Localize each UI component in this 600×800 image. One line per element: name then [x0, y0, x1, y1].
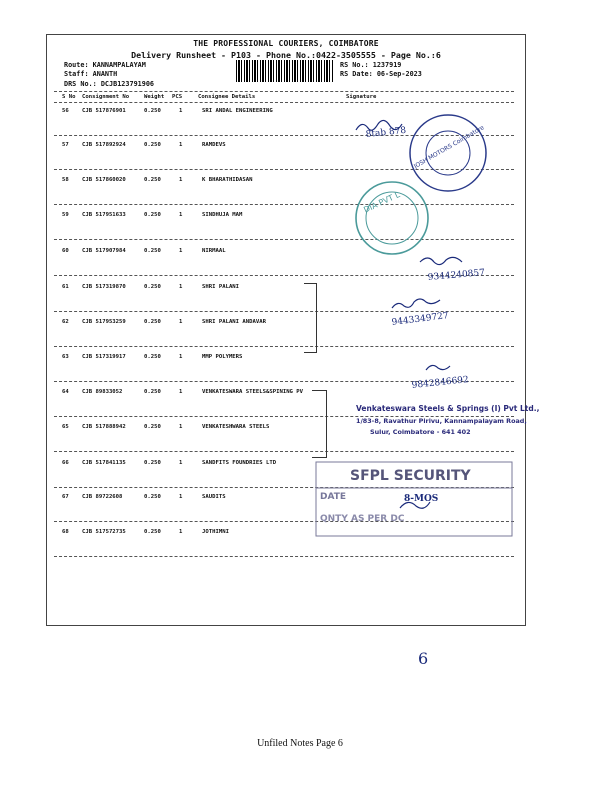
staff-label: Staff: ANANTH: [64, 70, 118, 78]
row-sno: 61: [62, 284, 69, 290]
row-consignee: SANDFITS FOUNDRIES LTD: [202, 460, 277, 466]
company-stamp-line1: Venkateswara Steels & Springs (I) Pvt Ltd.,: [356, 404, 540, 413]
row-pcs: 1: [179, 529, 183, 535]
col-consignment: Consignment No: [82, 94, 130, 100]
company-stamp-line3: Sulur, Coimbatore - 641 402: [370, 428, 471, 436]
motors-stamp-ring: [410, 115, 486, 191]
row-consignee: NIRMAAL: [202, 248, 226, 254]
row-consignment: CJB 517892924: [82, 142, 126, 148]
row-weight: 0.250: [144, 212, 161, 218]
signature-61-scribble: [392, 299, 440, 308]
col-weight: Weight: [144, 94, 165, 100]
row-weight: 0.250: [144, 177, 161, 183]
row-pcs: 1: [179, 212, 183, 218]
row-weight: 0.250: [144, 284, 161, 290]
security-stamp-title: SFPL SECURITY: [350, 468, 471, 484]
row-sno: 63: [62, 354, 69, 360]
col-signature: Signature: [346, 94, 377, 100]
row-sno: 59: [62, 212, 69, 218]
row-consignment: CJB 517953259: [82, 319, 126, 325]
security-stamp-qty: QNTY AS PER DC: [320, 514, 405, 524]
row-weight: 0.250: [144, 354, 161, 360]
phone-60: 9344240857: [427, 268, 486, 283]
row-pcs: 1: [179, 108, 183, 114]
signature-60-scribble: [420, 257, 462, 264]
col-consignee: Consignee Details: [198, 94, 256, 100]
row-consignee: SHRI PALANI: [202, 284, 240, 290]
row-weight: 0.250: [144, 248, 161, 254]
row-consignment: CJB 517319870: [82, 284, 126, 290]
signature-63-scribble: [426, 365, 450, 370]
page-mark: 6: [418, 649, 429, 668]
drs-number: DRS No.: DCJB123791906: [64, 80, 155, 88]
row-consignment: CJB 517876901: [82, 108, 126, 114]
row-sno: 60: [62, 248, 69, 254]
phone-63: 9842846692: [411, 375, 470, 391]
row-consignee: VENKATESWARA STEELS&SPINING PV: [202, 389, 304, 395]
row-weight: 0.250: [144, 108, 161, 114]
row-consignment: CJB 89722608: [82, 494, 123, 500]
row-pcs: 1: [179, 494, 183, 500]
row-consignment: CJB 517319917: [82, 354, 126, 360]
row-weight: 0.250: [144, 494, 161, 500]
row-weight: 0.250: [144, 142, 161, 148]
row-consignment: CJB 517907984: [82, 248, 126, 254]
row-consignment: CJB 517888942: [82, 424, 126, 430]
row-sno: 64: [62, 389, 69, 395]
row-sno: 66: [62, 460, 69, 466]
row-consignee: SHRI PALANI ANDAVAR: [202, 319, 266, 325]
india-stamp-text: DIA PVT L: [362, 190, 402, 215]
row-weight: 0.250: [144, 319, 161, 325]
row-consignee: RAMDEVS: [202, 142, 226, 148]
row-consignee: SAUDITS: [202, 494, 226, 500]
row-consignee: SRI ANDAL ENGINEERING: [202, 108, 273, 114]
page-footer: Unfiled Notes Page 6: [257, 738, 343, 749]
row-consignee: JOTHIMNI: [202, 529, 229, 535]
rs-number: RS No.: 1237919: [340, 61, 402, 69]
phone-62: 9443349727: [391, 311, 450, 328]
route-label: Route: KANNAMPALAYAM: [64, 61, 146, 69]
row-pcs: 1: [179, 142, 183, 148]
row-weight: 0.250: [144, 424, 161, 430]
row-consignment: CJB 517572735: [82, 529, 126, 535]
row-consignee: VENKATESHWARA STEELS: [202, 424, 270, 430]
row-pcs: 1: [179, 389, 183, 395]
row-sno: 56: [62, 108, 69, 114]
brace-64-65: [312, 390, 327, 458]
col-pcs: PCS: [172, 94, 183, 100]
row-weight: 0.250: [144, 389, 161, 395]
row-consignee: SINDHUJA MAM: [202, 212, 243, 218]
brace-61-62: [304, 283, 317, 353]
row-sno: 67: [62, 494, 69, 500]
row-sno: 62: [62, 319, 69, 325]
row-pcs: 1: [179, 319, 183, 325]
row-sno: 57: [62, 142, 69, 148]
row-consignment: CJB 517951633: [82, 212, 126, 218]
row-weight: 0.250: [144, 460, 161, 466]
row-pcs: 1: [179, 284, 183, 290]
security-stamp-date-value: 8-MOS: [404, 494, 439, 504]
row-consignee: MMP POLYMERS: [202, 354, 243, 360]
row-sno: 65: [62, 424, 69, 430]
row-consignee: K BHARATHIDASAN: [202, 177, 253, 183]
row-consignment: CJB 517860020: [82, 177, 126, 183]
row-sno: 68: [62, 529, 69, 535]
row-pcs: 1: [179, 177, 183, 183]
row-weight: 0.250: [144, 529, 161, 535]
row-consignment: CJB 517841135: [82, 460, 126, 466]
row-sno: 58: [62, 177, 69, 183]
runsheet-subtitle: Delivery Runsheet - P103 - Phone No.:0422-3505555 - Page No.:6: [131, 50, 441, 60]
row-pcs: 1: [179, 354, 183, 360]
rs-date: RS Date: 06-Sep-2023: [340, 70, 422, 78]
security-stamp-date-label: DATE: [320, 492, 347, 502]
motors-stamp-text: JOSH MOTORS Coimbatore: [412, 124, 486, 171]
row-pcs: 1: [179, 460, 183, 466]
row-consignment: CJB 89833052: [82, 389, 123, 395]
company-title: THE PROFESSIONAL COURIERS, COIMBATORE: [193, 39, 379, 48]
row-pcs: 1: [179, 248, 183, 254]
col-sno: S No: [62, 94, 76, 100]
row-pcs: 1: [179, 424, 183, 430]
signature-56-text: 8tab 878: [365, 125, 407, 140]
company-stamp-line2: 1/83-8, Ravathur Pirivu, Kannampalayam Road,: [356, 417, 527, 425]
